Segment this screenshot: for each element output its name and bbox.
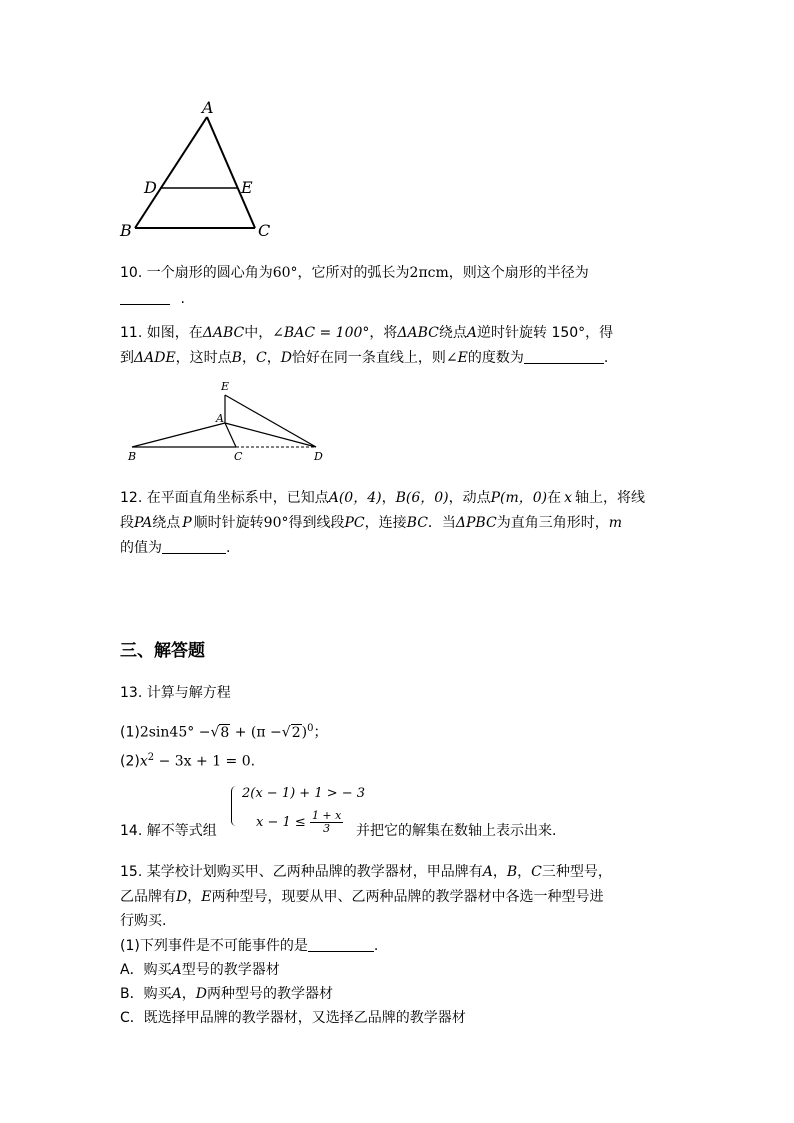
q12-answer-blank[interactable] (162, 539, 226, 554)
q10-arc: 2πcm (409, 265, 449, 281)
q14-text: 解不等式组 (146, 823, 217, 839)
label-c: C (258, 221, 271, 240)
q11-point-d: D (280, 350, 292, 366)
q12-text-c: 在 (547, 490, 562, 506)
q14-fraction (310, 810, 343, 835)
triangle-figure (110, 95, 280, 245)
q11-text-e: 逆时针旋转 150°，得 (477, 325, 614, 341)
question-15-line2: 乙品牌有D，E两种型号，现要从甲、乙两种品牌的教学器材中各选一种型号进 (120, 889, 604, 905)
q15-opt-b-mid: ， (181, 986, 196, 1002)
q11-number: 11. (120, 325, 143, 341)
q15-answer-blank[interactable] (308, 937, 374, 952)
q14-text2: 并把它的解集在数轴上表示出来. (356, 823, 557, 839)
label-b: B (120, 221, 132, 240)
q12-text-i: ，连接 (364, 515, 407, 531)
q15-option-a[interactable] (120, 959, 280, 981)
q12-text-g: 顺时针旋转 (193, 515, 264, 531)
q13-p2-sup: 2 (147, 752, 155, 763)
q12-text-f: 绕点 (152, 515, 181, 531)
q11-angle: ∠BAC = 100° (272, 325, 370, 341)
q13-p1-label: (1) (120, 724, 140, 741)
q15-option-c[interactable] (120, 1007, 466, 1029)
q12-number: 12. (120, 490, 143, 506)
q11-text-d: 绕点 (438, 325, 467, 341)
question-10-line2 (120, 288, 185, 310)
q12-text-b: ，动点 (448, 490, 491, 506)
fig2-label-c: C (234, 450, 243, 463)
q13-p1-exp: 0 (307, 723, 314, 734)
label-a: A (202, 98, 214, 117)
q12-text-k: 为直角三角形时， (496, 515, 609, 531)
fig2-label-a: A (216, 412, 224, 425)
q10-end: . (180, 291, 185, 307)
question-14 (120, 820, 217, 842)
question-11-line1 (120, 322, 613, 344)
q15-b: B (506, 864, 518, 880)
label-d: D (144, 178, 157, 197)
q12-point-a: A(0，4) (328, 490, 382, 506)
q12-text-e: 段 (120, 515, 134, 531)
q14-system-brace (231, 786, 236, 826)
q10-number: 10. (120, 265, 143, 281)
segment-ad (225, 423, 316, 447)
q14-number: 14. (120, 823, 143, 839)
q11-text-h: 恰好在同一条直线上，则 (291, 350, 446, 366)
q10-angle: 60° (272, 265, 298, 281)
q12-p: P (182, 515, 192, 531)
q12-pa: PA (134, 515, 153, 531)
q15-sub1-end: . (373, 938, 379, 954)
q15-opt-c-text: C．既选择甲品牌的教学器材，又选择乙品牌的教学器材 (120, 1010, 466, 1026)
side-ac (207, 117, 255, 228)
segment-ed (225, 395, 316, 447)
q13-p2-label: (2) (120, 753, 140, 770)
label-e: E (241, 178, 253, 197)
q11-text-c: ，将 (369, 325, 398, 341)
q11-answer-blank[interactable] (524, 349, 604, 364)
q11-angle-e: ∠E (445, 350, 468, 366)
question-15-sub1 (120, 935, 378, 957)
q11-text-i: 的度数为 (467, 350, 524, 366)
q10-text2: ，它所对的弧长为 (297, 265, 410, 281)
q13-p1-end: ； (313, 724, 328, 741)
q12-bc: BC (406, 515, 428, 531)
q15-opt-b-it2: D (195, 986, 207, 1002)
q13-p1-b: + (π − (234, 724, 282, 741)
q15-opt-a-it: A (171, 962, 182, 978)
side-ab (135, 117, 207, 228)
fig2-label-d: D (314, 450, 323, 463)
q12-x: x (564, 490, 573, 506)
q11-end: . (603, 350, 609, 366)
question-14-tail (356, 820, 556, 842)
q13-p2-x: x (139, 753, 148, 770)
q13-p1-c: ) (301, 724, 308, 741)
q15-text-a: 某学校计划购买甲、乙两种品牌的教学器材，甲品牌有 (146, 864, 483, 880)
q11-point-a: A (466, 325, 478, 341)
question-11-line2: 到ΔADE，这时点B，C，D恰好在同一条直线上，则∠E的度数为 . (120, 350, 609, 366)
q15-e: E (201, 889, 212, 905)
q13-title: 计算与解方程 (146, 685, 231, 701)
fig2-label-b: B (128, 450, 137, 463)
q12-text-d: 轴上，将线 (575, 490, 646, 506)
q11-point-b: B (231, 350, 242, 366)
q15-text-b: 三种型号， (541, 864, 612, 880)
q11-text-g: ，这时点 (175, 350, 232, 366)
q13-p1-a: 2sin45° − (139, 724, 211, 741)
q11-tri3: ΔADE (134, 350, 176, 366)
question-12-line3 (120, 537, 230, 559)
q11-point-c: C (255, 350, 267, 366)
q12-end: . (226, 540, 231, 556)
question-13-title (120, 682, 231, 704)
q14-inequality-1: 2(x − 1) + 1 > − 3 (242, 786, 366, 801)
q13-p2-end: . (250, 753, 256, 770)
q11-text-f: 到 (120, 350, 134, 366)
q15-opt-b-rest: 两种型号的教学器材 (206, 986, 333, 1002)
q13-number: 13. (120, 685, 143, 701)
q12-point-b: B(6，0) (395, 490, 449, 506)
q15-option-b[interactable] (120, 983, 333, 1005)
q13-p2-rest: − 3x + 1 = 0 (154, 753, 251, 770)
segment-ac (225, 423, 236, 447)
segment-ab (132, 423, 225, 447)
q14-fraction-den: 3 (323, 822, 331, 835)
q15-text-d: 两种型号，现要从甲、乙两种品牌的教学器材中各选一种型号进 (211, 889, 604, 905)
q15-text-c: 乙品牌有 (120, 889, 176, 905)
q14-ineq2-a: x − 1 ≤ (256, 815, 306, 830)
q15-opt-b-it1: A (171, 986, 182, 1002)
q12-text-l: 的值为 (120, 540, 162, 556)
q15-opt-a-rest: 型号的教学器材 (181, 962, 280, 978)
q12-text-a: 在平面直角坐标系中，已知点 (146, 490, 329, 506)
question-15-line3 (120, 910, 166, 932)
rotation-figure (120, 378, 335, 466)
q15-c: C (531, 864, 542, 880)
q12-deg: 90° (263, 515, 289, 531)
question-10-line1 (120, 262, 589, 284)
q10-answer-blank[interactable] (120, 290, 170, 305)
q14-fraction-num: 1 + x (311, 809, 342, 822)
q11-text-b: 中， (244, 325, 273, 341)
question-12-line2 (120, 512, 622, 534)
q15-text-e: 行购买. (120, 913, 167, 929)
q13-p1-rad2: 2 (291, 724, 301, 741)
q11-text-a: 如图，在 (146, 325, 203, 341)
q12-pc: PC (344, 515, 365, 531)
q15-sub1-text: (1)下列事件是不可能事件的是 (120, 938, 308, 954)
q12-point-p: P(m，0) (490, 490, 548, 506)
q12-m: m (608, 515, 622, 531)
q15-d: D (176, 889, 188, 905)
q15-number: 15. (120, 864, 143, 880)
q11-tri2: ΔABC (397, 325, 439, 341)
question-15-line1: 15. 某学校计划购买甲、乙两种品牌的教学器材，甲品牌有A，B，C三种型号， (120, 864, 612, 880)
q15-opt-a-label: A．购买 (120, 962, 172, 978)
q15-opt-b-label: B．购买 (120, 986, 172, 1002)
question-12-line1: 12. 在平面直角坐标系中，已知点A(0，4)，B(6，0)，动点P(m，0)在 x 轴上，将线 (120, 490, 646, 506)
fig2-label-e: E (221, 380, 230, 393)
section-3-title: 三、解答题 (120, 641, 205, 661)
question-13-part2 (120, 747, 255, 773)
q12-text-h: 得到线段 (288, 515, 345, 531)
q12-text-j: ．当 (427, 515, 456, 531)
q10-text3: ，则这个扇形的半径为 (448, 265, 589, 281)
q11-tri1: ΔABC (202, 325, 245, 341)
q12-tri: ΔPBC (455, 515, 497, 531)
q15-a: A (482, 864, 493, 880)
question-13-part1: $(1)2\sin 45^\circ -√8 + (\pi -√2)^0$； (120, 723, 328, 741)
q13-p1-rad1: 8 (220, 724, 230, 741)
q10-text: 一个扇形的圆心角为 (146, 265, 273, 281)
q14-inequality-2 (256, 810, 343, 835)
